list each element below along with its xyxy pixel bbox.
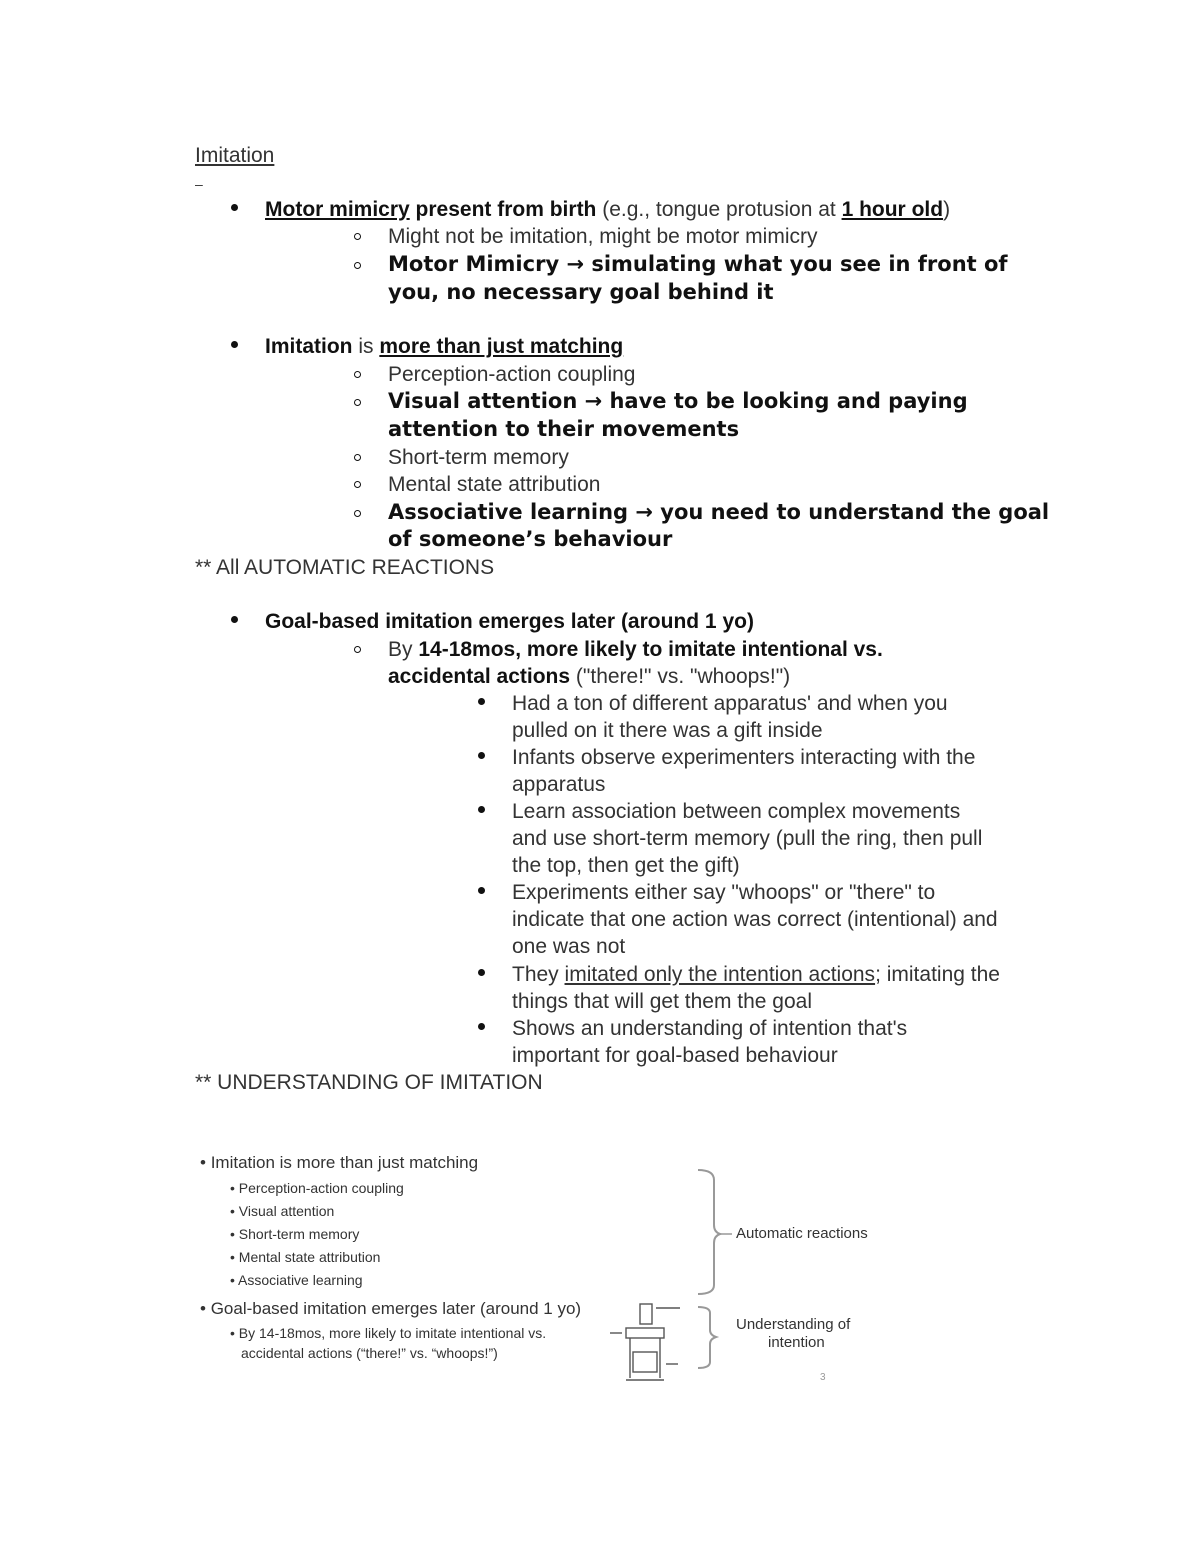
slide-image	[190, 1140, 910, 1400]
brace-label-intention: intention	[768, 1334, 825, 1351]
imitating-text: ; imitating the	[875, 963, 1000, 986]
there-whoops: ("there!" vs. "whoops!")	[570, 665, 791, 688]
brace-icon	[698, 1307, 716, 1368]
circle-bullet-icon	[354, 510, 361, 517]
detail-item-cont: one was not	[512, 935, 626, 958]
note-automatic-reactions: ** All AUTOMATIC REACTIONS	[195, 556, 495, 579]
detail-item-cont: the top, then get the gift)	[512, 854, 740, 877]
bullet-icon	[231, 341, 238, 348]
slide-bullet-2: • Goal-based imitation emerges later (around 1 yo)	[200, 1299, 582, 1318]
bullet-icon	[478, 887, 485, 894]
sub-point-bold-cont: you, no necessary goal behind it	[388, 280, 774, 304]
slide-sub-item: • Visual attention	[230, 1203, 335, 1219]
detail-item: Shows an understanding of intention that's	[512, 1017, 908, 1040]
bullet-icon	[478, 752, 485, 759]
is-word: is	[352, 335, 380, 358]
imitation-term: Imitation	[265, 335, 353, 358]
slide-bullet-2-text: Goal-based imitation emerges later (around 1 yo)	[210, 1299, 582, 1318]
detail-item-cont: indicate that one action was correct (intentional) and	[512, 908, 998, 931]
bullet-icon	[231, 616, 238, 623]
motor-mimicry-term: Motor mimicry	[265, 198, 410, 221]
slide-bullet-1-text: Imitation is more than just matching	[210, 1153, 479, 1172]
sub-point-bold: Motor Mimicry → simulating what you see in front of	[388, 252, 1008, 276]
detail-item-cont: important for goal-based behaviour	[512, 1044, 838, 1067]
sub-point-bold-cont: of someone’s behaviour	[388, 527, 673, 551]
circle-bullet-icon	[354, 646, 361, 653]
slide-sub-bullet-text: By 14-18mos, more likely to imitate intentional vs.	[238, 1325, 547, 1341]
slide-bullet-1: • Imitation is more than just matching	[200, 1153, 479, 1172]
slide-sub-item: • Short-term memory	[230, 1226, 360, 1242]
bullet-icon	[231, 204, 238, 211]
bullet-icon	[478, 1023, 485, 1030]
circle-bullet-icon	[354, 481, 361, 488]
slide-sub-item-text: Associative learning	[238, 1272, 363, 1288]
note-understanding: ** UNDERSTANDING OF IMITATION	[195, 1071, 543, 1094]
sub-point: Perception-action coupling	[388, 363, 636, 386]
slide-sub-item-text: Mental state attribution	[238, 1249, 381, 1265]
bullet-icon	[478, 969, 485, 976]
detail-item: Infants observe experimenters interacting with the	[512, 746, 976, 769]
apparatus-sketch-icon	[610, 1304, 680, 1380]
slide-sub-item: • Mental state attribution	[230, 1249, 381, 1265]
imitated-intention-actions: imitated only the intention actions	[564, 963, 876, 986]
one-hour-old: 1 hour old	[841, 198, 944, 221]
document-title: Imitation	[195, 144, 275, 167]
section-imitation	[265, 335, 623, 359]
circle-bullet-icon	[354, 454, 361, 461]
dash-marker: –	[195, 176, 203, 192]
slide-sub-item-text: Short-term memory	[238, 1226, 360, 1242]
slide-sub-item-text: Perception-action coupling	[238, 1180, 404, 1196]
sub-point: Might not be imitation, might be motor mimicry	[388, 225, 818, 248]
brace-icon	[698, 1170, 720, 1294]
circle-bullet-icon	[354, 399, 361, 406]
detail-item: Learn association between complex movements	[512, 800, 961, 823]
slide-graphics	[190, 1140, 910, 1400]
slide-sub-item: • Associative learning	[230, 1272, 363, 1288]
detail-item: Experiments either say "whoops" or "there" to	[512, 881, 936, 904]
more-than-matching: more than just matching	[379, 335, 624, 358]
detail-item-cont: and use short-term memory (pull the ring, then pull	[512, 827, 983, 850]
detail-item	[512, 963, 1000, 987]
slide-sub-item: • Perception-action coupling	[230, 1180, 404, 1196]
bullet-icon	[478, 806, 485, 813]
section-goal-based: Goal-based imitation emerges later (around 1 yo)	[265, 610, 754, 633]
age-range-text: 14-18mos, more likely to imitate intentional vs.	[418, 638, 883, 661]
circle-bullet-icon	[354, 371, 361, 378]
section-motor-mimicry	[265, 198, 950, 222]
close-paren: )	[943, 198, 951, 221]
circle-bullet-icon	[354, 233, 361, 240]
sub-point: Mental state attribution	[388, 473, 601, 496]
detail-item-cont: apparatus	[512, 773, 606, 796]
brace-label-understanding: Understanding of	[736, 1316, 851, 1333]
they-word: They	[512, 963, 565, 986]
sub-point-bold: Associative learning → you need to understand the goal	[388, 500, 1050, 524]
sub-point-bold: Visual attention → have to be looking and paying	[388, 389, 968, 413]
sub-point-mixed-cont	[388, 665, 790, 689]
detail-item-cont: things that will get them the goal	[512, 990, 813, 1013]
slide-sub-item-text: Visual attention	[238, 1203, 335, 1219]
brace-label-automatic: Automatic reactions	[736, 1225, 868, 1242]
sub-point: Short-term memory	[388, 446, 569, 469]
sub-point-mixed	[388, 638, 883, 662]
slide-sub-bullet: • By 14-18mos, more likely to imitate intentional vs.	[230, 1325, 547, 1341]
bullet-icon	[478, 698, 485, 705]
detail-item: Had a ton of different apparatus' and when you	[512, 692, 948, 715]
circle-bullet-icon	[354, 262, 361, 269]
slide-page-number: 3	[820, 1372, 826, 1383]
present-from-birth: present from birth	[409, 198, 597, 221]
sub-point-bold-cont: attention to their movements	[388, 417, 740, 441]
accidental-actions: accidental actions	[388, 665, 571, 688]
example-text: (e.g., tongue protusion at	[596, 198, 842, 221]
slide-sub-bullet-cont: accidental actions (“there!” vs. “whoops!”)	[241, 1345, 498, 1361]
by-word: By	[388, 638, 419, 661]
detail-item-cont: pulled on it there was a gift inside	[512, 719, 823, 742]
